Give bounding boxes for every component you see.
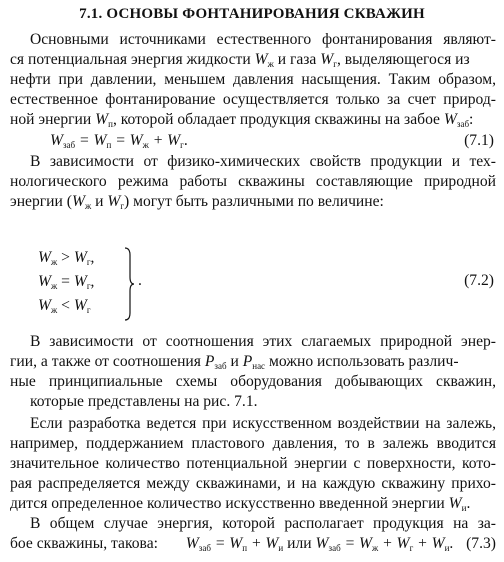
text-line: бое скважины, такова: $W_{заб} = W_п + W_и$ или $W_{заб} = W_ж + W_г + W_и$. (7.3) <box>10 535 496 553</box>
text-line: В зависимости от соотношения этих слагаемых природной энер- <box>30 333 496 350</box>
system-row-1: $W_ж > W_г$, <box>38 249 95 267</box>
equation-general: $W_{заб} = W_п + W_и$ <box>185 535 284 553</box>
text-line: ной энергии $W_п$, которой обладает продукция скважины на забое $W_{заб}$: <box>10 111 474 129</box>
equation-number: (7.1) <box>464 132 494 149</box>
text-line: ные принципиальные схемы оборудования добывающих скважин, <box>10 373 496 390</box>
equation-7-1: $W_{заб} = W_п = W_ж + W_г$. <box>50 132 188 150</box>
equation-7-3: $W_{заб} = W_ж + W_г + W_и$. <box>315 535 454 553</box>
text-line: дится определенное количество искусственно введенной энергии $W_и$. <box>10 495 471 513</box>
system-row-3: $W_ж < W_г$ <box>38 297 91 315</box>
text-line: рая распределяется между скважинами, и на каждую скважину прихо- <box>10 475 496 492</box>
section-title: 7.1. ОСНОВЫ ФОНТАНИРОВАНИЯ СКВАЖИН <box>79 6 425 22</box>
equation-number: (7.3) <box>466 535 496 552</box>
text-line: которые представлены на рис. 7.1. <box>30 393 258 410</box>
text-line: ся потенциальная энергия жидкости $W_ж$ и газа $W_г$, выделяющегося из <box>10 51 470 69</box>
text-line: гии, а также от соотношения $P_{заб}$ и $P_{нас}$ можно использовать различ- <box>10 353 459 371</box>
text-line: естественное фонтанирование осуществляется только за счет природ- <box>10 91 496 108</box>
text-line: В зависимости от физико-химических свойств продукции и тех- <box>30 153 496 170</box>
text-line: Если разработка ведется при искусственном воздействии на залежь, <box>30 415 496 432</box>
text-line: нефти при давлении, меньшем давления насыщения. Таким образом, <box>10 71 496 88</box>
text-line: В общем случае энергия, которой располагает продукция на за- <box>30 515 496 532</box>
system-period: . <box>138 272 142 289</box>
equation-number: (7.2) <box>464 272 494 289</box>
text-line: значительное количество потенциальной энергии с поверхности, кото- <box>10 455 496 472</box>
right-brace <box>124 247 134 321</box>
text-line: энергии ($W_ж$ и $W_г$) могут быть различными по величине: <box>10 193 384 211</box>
text-line: Основными источниками естественного фонтанирования являют- <box>30 31 496 48</box>
text-line: нологического режима работы скважины составляющие природной <box>10 173 496 190</box>
system-row-2: $W_ж = W_г$, <box>38 273 95 291</box>
text-line: например, поддержанием пластового давления, то в залежь вводится <box>10 435 496 452</box>
